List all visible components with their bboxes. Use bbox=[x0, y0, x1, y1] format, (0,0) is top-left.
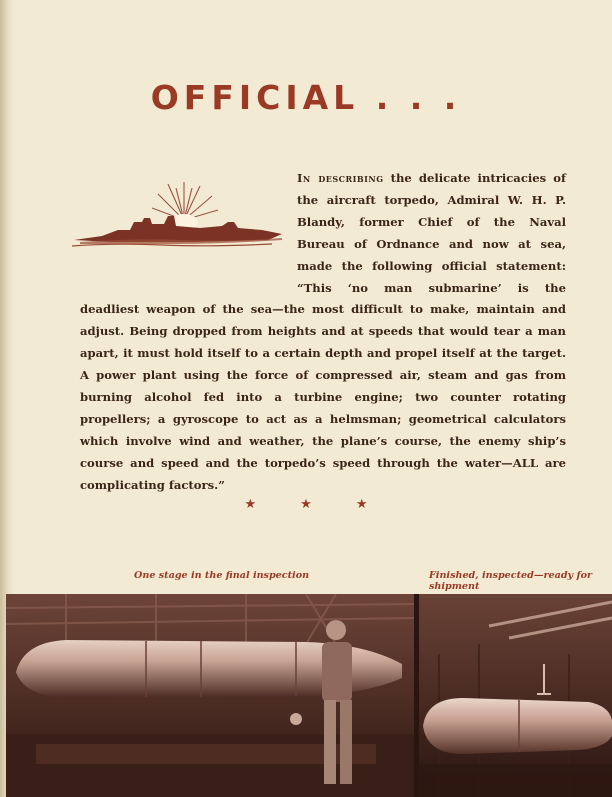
caption-right: Finished, inspected—ready for shipment bbox=[429, 570, 593, 592]
photo-band bbox=[6, 594, 612, 797]
lead-in-text: In describing bbox=[297, 171, 384, 185]
inspection-photo bbox=[6, 594, 414, 797]
star-divider bbox=[0, 497, 612, 512]
body-paragraph bbox=[80, 168, 566, 497]
star-icon: ★ bbox=[244, 497, 257, 512]
star-icon: ★ bbox=[355, 497, 368, 512]
star-icon: ★ bbox=[300, 497, 312, 512]
caption-left: One stage in the final inspection bbox=[134, 570, 310, 581]
body-text: the delicate intricacies of the aircraft torpedo, Admiral W. H. P. Blandy, former Chief of the Naval Bureau of Ordnance and now at sea, made the following official statement: “This ‘no man submarine’ is the deadliest weapon of the sea—the most difficult to make, maintain and adjust. Being dropped from heights and at speeds that would tear a man apart, it must hold itself to a certain depth and propel itself at the target. A power plant using the force of compressed air, steam and gas from burning alcohol fed into a turbine engine; two counter rotating propellers; a gyroscope to act as a helmsman; geometrical calculators which involve wind and weather, the plane’s course, the enemy ship’s course and speed and the torpedo’s speed through the water—ALL are complicating factors.” bbox=[80, 171, 566, 492]
illustration-spacer bbox=[80, 168, 297, 278]
page-title: OFFICIAL . . . bbox=[150, 78, 462, 117]
shipment-photo bbox=[419, 594, 612, 797]
